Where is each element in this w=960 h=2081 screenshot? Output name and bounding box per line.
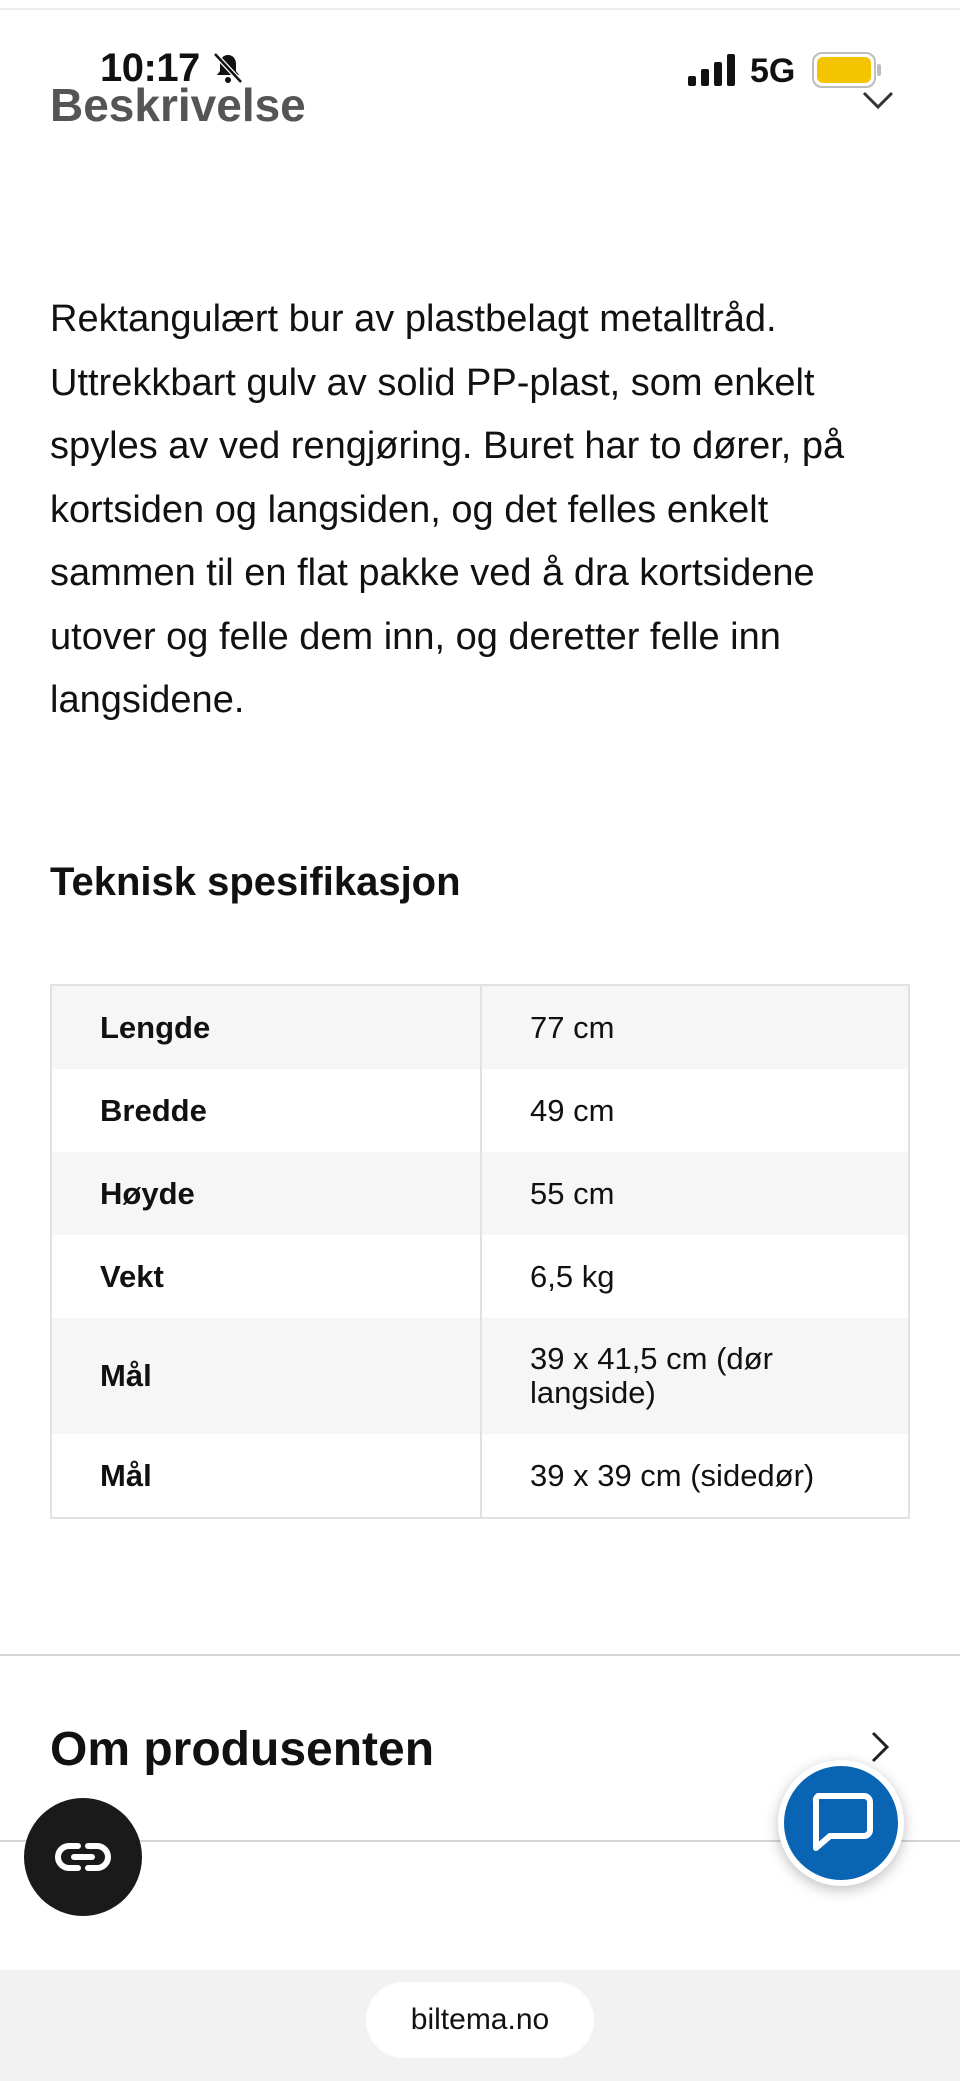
browser-bar bbox=[0, 1970, 960, 2081]
battery-icon bbox=[812, 52, 882, 88]
link-icon bbox=[52, 1840, 114, 1874]
spec-label: Mål bbox=[52, 1318, 482, 1434]
spec-label: Vekt bbox=[52, 1235, 482, 1318]
spec-value: 39 x 41,5 cm (dør langside) bbox=[530, 1341, 773, 1410]
description-title: Beskrivelse bbox=[50, 79, 306, 131]
product-description: Rektangulært bur av plastbelagt metalltråd. Uttrekkbart gulv av solid PP-plast, som enkelt spyles av ved rengjøring. Buret har to dører, på kortsiden og langsiden, og det felles enkelt sammen til en flat pakke ved å dra kortsidene utover og felle dem inn, og deretter felle inn langsidene. bbox=[50, 298, 845, 721]
chevron-down-icon[interactable] bbox=[862, 90, 894, 110]
spec-row bbox=[52, 986, 908, 1069]
chat-button[interactable] bbox=[778, 1760, 904, 1886]
spec-value: 6,5 kg bbox=[530, 1258, 615, 1294]
spec-label: Mål bbox=[52, 1434, 482, 1517]
spec-label: Bredde bbox=[52, 1069, 482, 1152]
link-button[interactable] bbox=[24, 1798, 142, 1916]
spec-value: 39 x 39 cm (sidedør) bbox=[530, 1457, 815, 1493]
spec-heading: Teknisk spesifikasjon bbox=[50, 860, 461, 904]
signal-icon bbox=[688, 54, 736, 86]
spec-value: 49 cm bbox=[530, 1092, 615, 1128]
spec-label: Høyde bbox=[52, 1152, 482, 1235]
spec-row bbox=[52, 1318, 908, 1434]
spec-label: Lengde bbox=[52, 986, 482, 1069]
spec-table bbox=[50, 984, 910, 1519]
manufacturer-label: Om produsenten bbox=[50, 1723, 435, 1776]
chevron-right-icon bbox=[870, 1730, 890, 1764]
network-type: 5G bbox=[750, 52, 796, 90]
spec-row bbox=[52, 1152, 908, 1235]
spec-row bbox=[52, 1069, 908, 1152]
spec-row bbox=[52, 1235, 908, 1318]
url-text: biltema.no bbox=[410, 2003, 550, 2036]
spec-value: 77 cm bbox=[530, 1009, 615, 1045]
spec-value: 55 cm bbox=[530, 1175, 615, 1211]
url-bar[interactable] bbox=[366, 1982, 594, 2058]
spec-row bbox=[52, 1434, 908, 1517]
chat-bubble-icon bbox=[808, 1792, 874, 1854]
status-time: 10:17 bbox=[100, 46, 200, 90]
